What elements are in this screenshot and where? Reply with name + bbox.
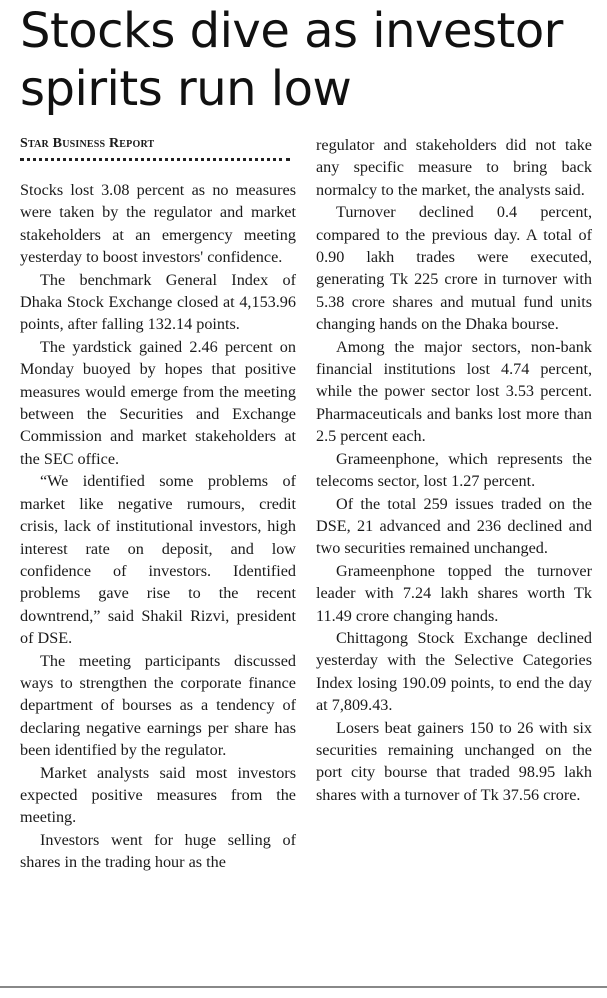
- paragraph: The meeting participants discussed ways to strengthen the corporate finance department of bourses as a tendency of declaring negative earnings per share has been identified by the regulator.: [20, 651, 296, 760]
- paragraph: Stocks lost 3.08 percent as no measures were taken by the regulator and market stakeholders at an emergency meeting yesterday to boost investors' confidence.: [20, 181, 296, 267]
- paragraph: Among the major sectors, non-bank financial institutions lost 4.74 percent, while the power sector lost 3.53 percent. Pharmaceuticals and banks lost more than 2.5 percent each.: [316, 337, 592, 446]
- paragraph: Chittagong Stock Exchange declined yesterday with the Selective Categories Index losing 190.09 points, to end the day at 7,809.43.: [316, 628, 592, 715]
- paragraph: The benchmark General Index of Dhaka Stock Exchange closed at 4,153.96 points, after falling 132.14 points.: [20, 270, 296, 334]
- article-column-left: [20, 179, 296, 874]
- article-column-right: [316, 134, 592, 806]
- paragraph: “We identified some problems of market like negative rumours, credit crisis, lack of institutional investors, high interest rate on deposit, and low confidence of investors. Identified problems gave rise to the recent downtrend,” said Shakil Rizvi, president of DSE.: [20, 472, 296, 648]
- byline: Star Business Report: [20, 136, 155, 151]
- paragraph: The yardstick gained 2.46 percent on Monday buoyed by hopes that positive measures would emerge from the meeting between the Securities and Exchange Commission and market stakeholders at the SEC office.: [20, 337, 296, 468]
- paragraph: Losers beat gainers 150 to 26 with six securities remaining unchanged on the port city bourse that traded 98.95 lakh shares with a turnover of Tk 37.56 crore.: [316, 718, 592, 804]
- paragraph: Grameenphone, which represents the telecoms sector, lost 1.27 percent.: [316, 449, 592, 491]
- paragraph: Of the total 259 issues traded on the DSE, 21 advanced and 236 declined and two securities remained unchanged.: [316, 494, 592, 558]
- paragraph: Grameenphone topped the turnover leader with 7.24 lakh shares worth Tk 11.49 crore changing hands.: [316, 561, 592, 625]
- paragraph: Turnover declined 0.4 percent, compared to the previous day. A total of 0.90 lakh trades were executed, generating Tk 225 crore in turnover with 5.38 crore shares and mutual fund units changing hands on the Dhaka bourse.: [316, 203, 592, 334]
- headline: Stocks dive as investor spirits run low: [20, 3, 563, 117]
- paragraph: Investors went for huge selling of shares in the trading hour as the: [20, 830, 296, 872]
- paragraph: Market analysts said most investors expected positive measures from the meeting.: [20, 763, 296, 827]
- paragraph: regulator and stakeholders did not take any specific measure to bring back normalcy to the market, the analysts said.: [316, 136, 592, 199]
- byline-divider: [20, 158, 290, 164]
- bottom-rule: [0, 986, 607, 988]
